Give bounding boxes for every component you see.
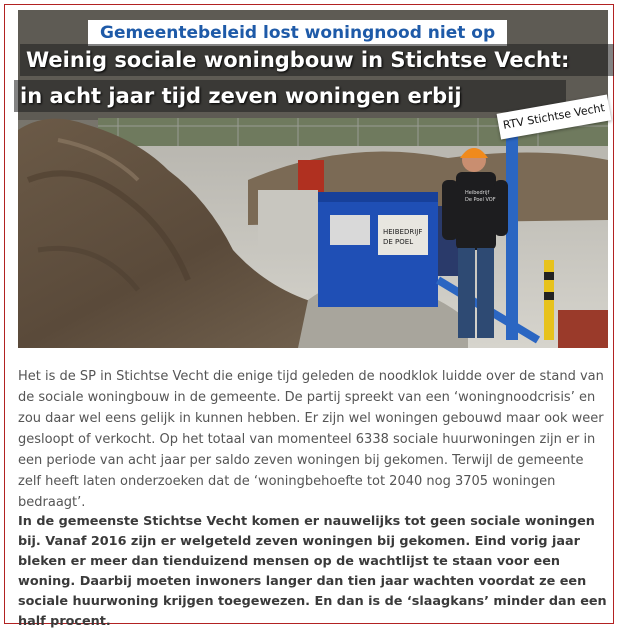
headline-line-2: in acht jaar tijd zeven woningen erbij	[14, 80, 566, 112]
svg-text:DE POEL: DE POEL	[383, 238, 414, 246]
source-badge: RTV Stichtse Vecht	[497, 94, 612, 139]
intro-paragraph: Het is de SP in Stichtse Vecht die enige tijd geleden de noodklok luidde over de stand van de sociale woningbouw in de gemeente. De partij spreekt van een ‘woningnoodcrisis’ en zou daar wel eens gelijk in kunnen hebben. Er zijn wel woningen gebouwd maar ook weer gesloopt of verkocht. Op het totaal van momenteel 6338 sociale huurwoningen zijn er in een periode van acht jaar per saldo zeven woningen bij gekomen. Terwijl de gemeente zelf heeft laten onderzoeken dat de ‘woningbehoefte tot 2040 nog 3705 woningen bedraagt’.	[18, 369, 604, 510]
svg-text:De Poel VOF: De Poel VOF	[465, 197, 496, 203]
svg-text:Heibedrijf: Heibedrijf	[465, 190, 490, 196]
lead-paragraph: In de gemeenste Stichtse Vecht komen er nauwelijks tot geen sociale woningen bij. Vanaf 2016 zijn er welgeteld zeven woningen bij gekomen. Eind vorig jaar bleken er meer dan tienduizend mensen op de wachtlijst te staan voor een woning. Daarbij moeten inwoners langer dan tien jaar wachten voordat ze een sociale huurwoning krijgen toegewezen. En dan is de ‘slaagkans’ minder dan een half procent.	[18, 514, 607, 629]
headline-line-1: Weinig sociale woningbouw in Stichtse Vecht:	[20, 44, 614, 76]
headline-kicker: Gemeentebeleid lost woningnood niet op	[88, 20, 507, 46]
svg-text:HEIBEDRIJF: HEIBEDRIJF	[383, 228, 423, 236]
